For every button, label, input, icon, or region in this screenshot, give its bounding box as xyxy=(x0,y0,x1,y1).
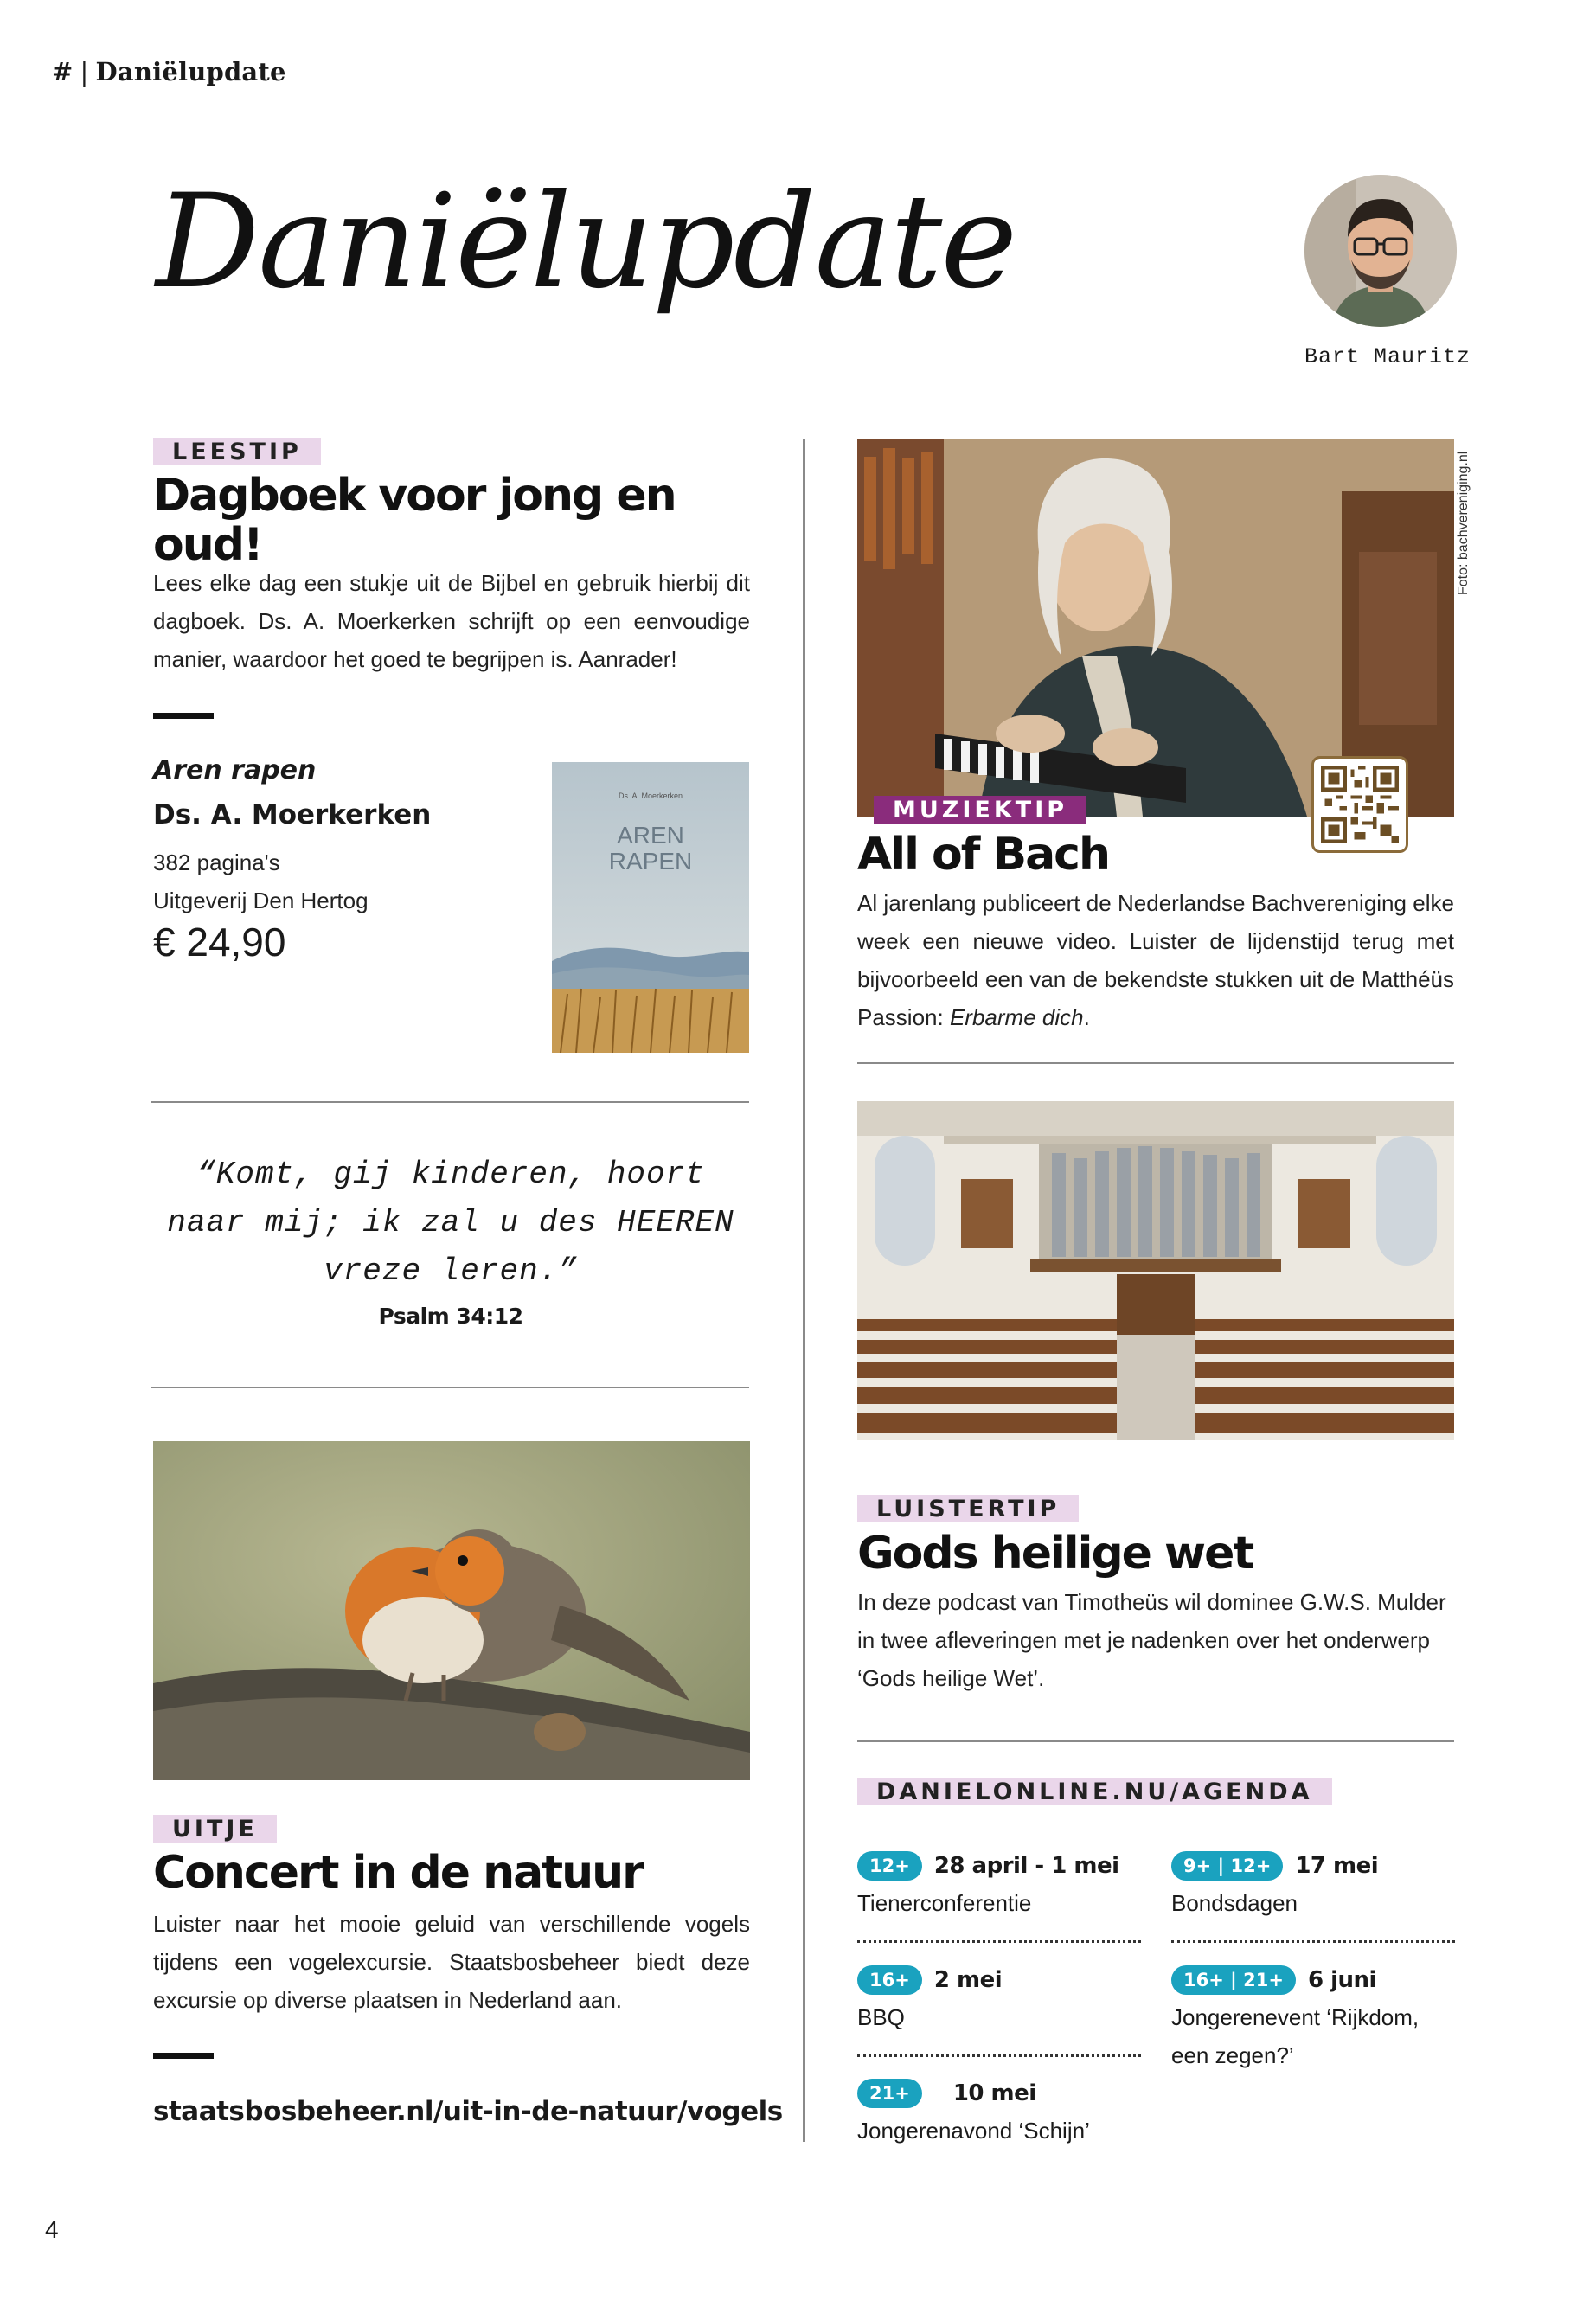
agenda-item[interactable] xyxy=(857,1851,1143,1922)
page-title: Daniëlupdate xyxy=(156,167,1016,317)
hash-mark: # xyxy=(52,57,74,87)
leestip-section xyxy=(153,438,321,465)
agenda-event-name: Jongerenavond ‘Schijn’ xyxy=(857,2118,1090,2144)
author-name: Bart Mauritz xyxy=(1304,344,1471,369)
age-badge: 16+ xyxy=(857,1965,922,1995)
divider xyxy=(151,1387,749,1388)
agenda-date: 2 mei xyxy=(933,1967,1003,1993)
book-title: Aren rapen xyxy=(153,755,317,785)
age-badge: 21+ xyxy=(857,2079,922,2108)
divider xyxy=(857,1062,1454,1064)
short-rule xyxy=(153,2053,214,2059)
agenda-event-name: Jongerenevent ‘Rijkdom, een zegen?’ xyxy=(1171,2004,1420,2068)
running-head xyxy=(52,57,286,87)
book-author: Ds. A. Moerkerken xyxy=(153,799,432,830)
age-badge: 16+ | 21+ xyxy=(1171,1965,1296,1995)
muziektip-work-title: Erbarme dich xyxy=(949,1004,1084,1030)
book-cover xyxy=(552,762,749,1053)
dotted-divider xyxy=(857,1940,1141,1943)
book-price: € 24,90 xyxy=(153,920,286,965)
agenda-label[interactable]: DANIELONLINE.NU/AGENDA xyxy=(857,1778,1332,1805)
agenda-item[interactable] xyxy=(1171,1965,1457,2074)
column-divider xyxy=(803,439,805,2142)
muziektip-text: Al jarenlang publiceert de Nederlandse Bachvereniging elke week een nieuwe video. Luister de lijdenstijd terug met bijvoorbeeld een van de bekendste stukken uit de Matthéüs Passion: Erbarme dich. xyxy=(857,890,1454,1030)
running-head-title: Daniëlupdate xyxy=(95,57,286,87)
church-photo xyxy=(857,1101,1454,1440)
uitje-headline: Concert in de natuur xyxy=(153,1847,643,1899)
uitje-text: Luister naar het mooie geluid van verschillende vogels tijdens een vogelexcursie. Staatsbosbeheer biedt deze excursie op diverse plaatsen in Nederland aan. xyxy=(153,1911,750,2013)
agenda-event-name: Bondsdagen xyxy=(1171,1890,1298,1916)
age-badge: 12+ xyxy=(857,1851,922,1881)
agenda-date: 17 mei xyxy=(1295,1853,1379,1879)
short-rule xyxy=(153,713,214,719)
book-publisher: Uitgeverij Den Hertog xyxy=(153,888,369,913)
agenda-date: 10 mei xyxy=(952,2080,1036,2106)
agenda-event-name: BBQ xyxy=(857,2004,905,2030)
robin-photo xyxy=(153,1441,750,1780)
running-head-separator: | xyxy=(80,57,89,87)
muziektip-headline: All of Bach xyxy=(857,829,1110,881)
agenda-section xyxy=(857,1778,1332,1805)
leestip-text: Lees elke dag een stukje uit de Bijbel en gebruik hierbij dit dagboek. Ds. A. Moerkerken schrijft op een eenvoudige manier, waardoor het goed te begrijpen is. Aanrader! xyxy=(153,570,750,672)
muziektip-label: MUZIEKTIP xyxy=(874,796,1086,824)
cover-title-line2: RAPEN xyxy=(608,848,693,875)
leestip-label: LEESTIP xyxy=(153,438,321,465)
agenda-event-name: Tienerconferentie xyxy=(857,1890,1032,1916)
luistertip-text: In deze podcast van Timotheüs wil dominee G.W.S. Mulder in twee afleveringen met je nadenken over het onderwerp ‘Gods heilige Wet’. xyxy=(857,1589,1446,1691)
luistertip-section xyxy=(857,1495,1079,1522)
muziektip-section xyxy=(874,796,1086,824)
divider xyxy=(857,1740,1454,1742)
agenda-date: 6 juni xyxy=(1307,1967,1376,1993)
luistertip-headline: Gods heilige wet xyxy=(857,1528,1253,1580)
luistertip-label: LUISTERTIP xyxy=(857,1495,1079,1522)
dotted-divider xyxy=(1171,1940,1455,1943)
leestip-headline: Dagboek voor jong en oud! xyxy=(153,470,676,572)
dotted-divider xyxy=(857,2054,1141,2057)
agenda-item[interactable] xyxy=(1171,1851,1457,1922)
cover-title-line1: AREN xyxy=(617,822,684,849)
book-pages: 382 pagina's xyxy=(153,849,280,875)
bible-quote: “Komt, gij kinderen, hoort naar mij; ik zal u des HEEREN vreze leren.” xyxy=(167,1157,734,1289)
qr-code-icon[interactable] xyxy=(1311,756,1408,853)
uitje-label: UITJE xyxy=(153,1815,277,1843)
photo-credit: Foto: bachvereniging.nl xyxy=(1456,451,1471,595)
cover-author: Ds. A. Moerkerken xyxy=(618,792,683,800)
quote-source: Psalm 34:12 xyxy=(378,1304,523,1329)
agenda-item[interactable] xyxy=(857,2079,1143,2150)
agenda-item[interactable] xyxy=(857,1965,1143,2036)
uitje-section xyxy=(153,1815,277,1843)
agenda-date: 28 april - 1 mei xyxy=(933,1853,1119,1879)
staatsbosbeheer-link[interactable]: staatsbosbeheer.nl/uit-in-de-natuur/vogels xyxy=(153,2096,783,2127)
age-badge: 9+ | 12+ xyxy=(1171,1851,1283,1881)
divider xyxy=(151,1101,749,1103)
author-photo xyxy=(1304,175,1457,327)
page-number: 4 xyxy=(45,2216,59,2243)
